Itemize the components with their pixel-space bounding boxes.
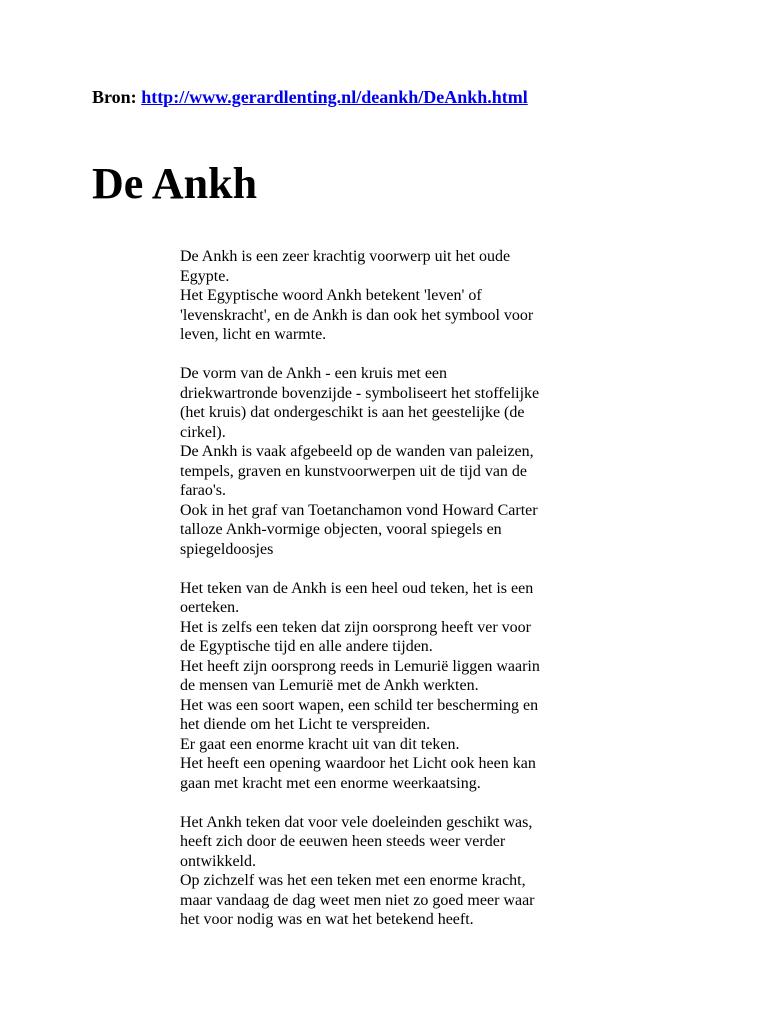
text-line: maar vandaag de dag weet men niet zo goed meer waar bbox=[180, 891, 535, 909]
text-line: farao's. bbox=[180, 482, 226, 499]
paragraph bbox=[180, 579, 600, 794]
text-line: de mensen van Lemurië met de Ankh werkten. bbox=[180, 677, 479, 694]
text-line: leven, licht en warmte. bbox=[180, 326, 327, 343]
text-line: (het kruis) dat ondergeschikt is aan het geestelijke (de bbox=[180, 404, 525, 421]
text-line: Het heeft zijn oorsprong reeds in Lemurië liggen waarin bbox=[180, 657, 540, 675]
page-title: De Ankh bbox=[92, 159, 258, 208]
text-line: driekwartronde bovenzijde - symboliseert het stoffelijke bbox=[180, 384, 540, 402]
text-line: het voor nodig was en wat het betekend heeft. bbox=[180, 911, 474, 928]
text-line: De Ankh is vaak afgebeeld op de wanden van paleizen, bbox=[180, 443, 534, 460]
text-line: talloze Ankh-vormige objecten, vooral spiegels en bbox=[180, 521, 502, 538]
source-label: Bron: bbox=[92, 87, 137, 107]
text-line: Op zichzelf was het een teken met een enorme kracht, bbox=[180, 872, 526, 889]
text-line: Het heeft een opening waardoor het Licht ook heen kan bbox=[180, 755, 536, 772]
text-line: 'levenskracht', en de Ankh is dan ook het symbool voor bbox=[180, 306, 534, 324]
paragraph bbox=[180, 813, 600, 930]
paragraph bbox=[180, 364, 600, 559]
text-line: oerteken. bbox=[180, 599, 240, 616]
text-line: Het teken van de Ankh is een heel oud teken, het is een bbox=[180, 579, 534, 597]
text-line: Het Egyptische woord Ankh betekent 'leven' of bbox=[180, 287, 482, 304]
text-line: cirkel). bbox=[180, 423, 226, 441]
text-line: De Ankh is een zeer krachtig voorwerp uit het oude bbox=[180, 248, 511, 265]
text-line: heeft zich door de eeuwen heen steeds weer verder bbox=[180, 833, 506, 850]
text-line: het diende om het Licht te verspreiden. bbox=[180, 716, 431, 733]
text-line: spiegeldoosjes bbox=[180, 540, 274, 558]
text-line: gaan met kracht met een enorme weerkaatsing. bbox=[180, 774, 481, 792]
text-line: de Egyptische tijd en alle andere tijden. bbox=[180, 638, 433, 655]
text-line: Het Ankh teken dat voor vele doeleinden geschikt was, bbox=[180, 813, 533, 831]
article-body bbox=[180, 247, 600, 949]
text-line: tempels, graven en kunstvoorwerpen uit de tijd van de bbox=[180, 462, 528, 480]
text-line: Egypte. bbox=[180, 267, 230, 285]
text-line: ontwikkeld. bbox=[180, 852, 256, 870]
text-line: Het is zelfs een teken dat zijn oorsprong heeft ver voor bbox=[180, 618, 531, 636]
paragraph bbox=[180, 247, 600, 345]
text-line: Het was een soort wapen, een schild ter bescherming en bbox=[180, 696, 539, 714]
text-line: Er gaat een enorme kracht uit van dit teken. bbox=[180, 735, 460, 753]
source-line bbox=[92, 86, 528, 108]
text-line: Ook in het graf van Toetanchamon vond Howard Carter bbox=[180, 501, 538, 519]
text-line: De vorm van de Ankh - een kruis met een bbox=[180, 365, 448, 382]
source-link[interactable]: http://www.gerardlenting.nl/deankh/DeAnkh.html bbox=[141, 87, 528, 107]
